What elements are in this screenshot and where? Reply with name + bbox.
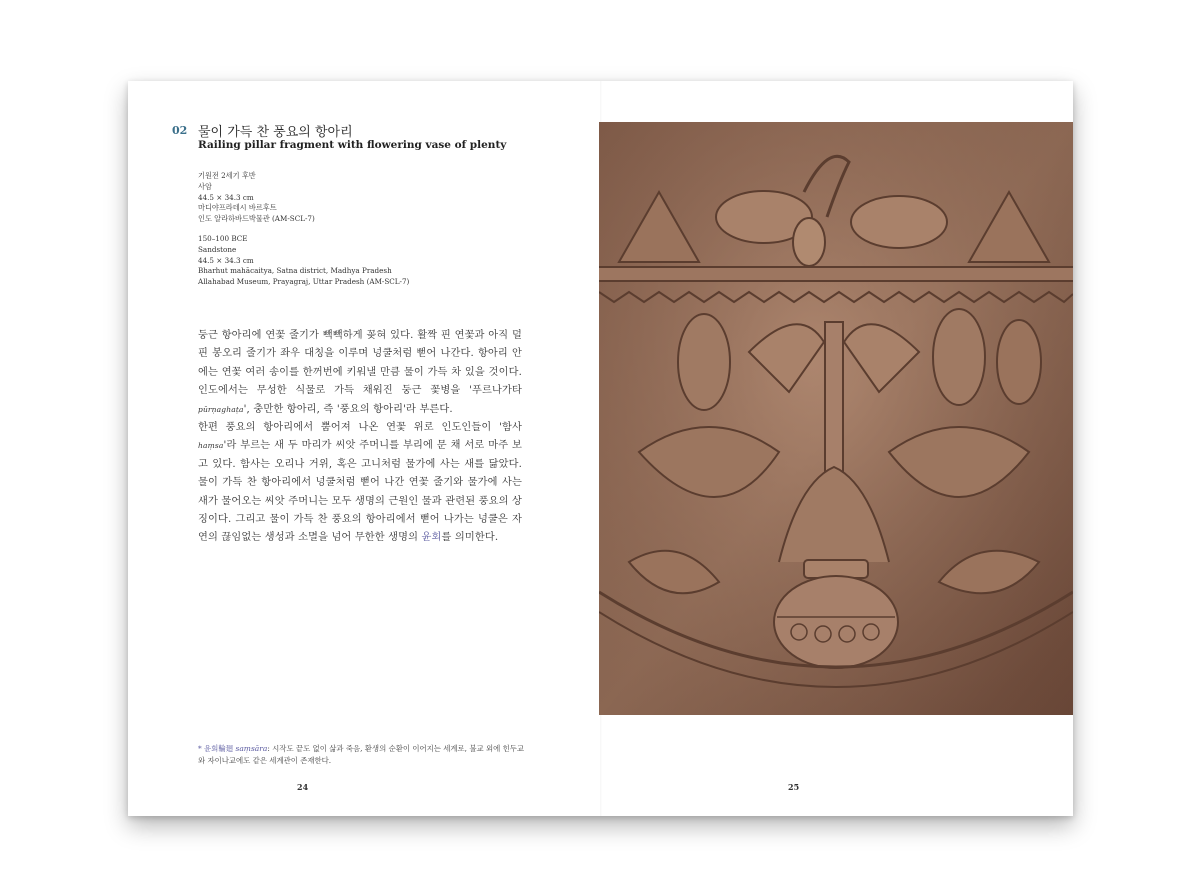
text-run: ', 충만한 항아리, 즉 '풍요의 항아리'라 부른다. <box>243 403 453 415</box>
book-spread <box>128 81 1073 816</box>
meta-ko-line: 44.5 × 34.3 cm <box>198 192 254 202</box>
meta-korean <box>198 171 315 225</box>
meta-ko-line: 기원전 2세기 후반 <box>198 171 256 180</box>
meta-en-line: Bharhut mahācaitya, Satna district, Madhya Pradesh <box>198 266 392 276</box>
meta-ko-line: 사암 <box>198 181 212 191</box>
meta-en-line: Allahabad Museum, Prayagraj, Uttar Pradesh (AM-SCL-7) <box>198 277 410 287</box>
page-number-right: 25 <box>788 782 800 792</box>
text-run: '라 부르는 새 두 마리가 씨앗 주머니를 부리에 문 채 서로 마주 보고 있다. 함사는 오리나 거위, 혹은 고니처럼 물가에 사는 새를 닮았다. 물이 가득 찬 항아리에서 넝쿨처럼 뻗어 나간 연꽃 줄기와 물가에 사는 새가 물어오는 씨앗 주머니는 모두 생명의 근원인 물과 관련된 풍요의 상징이다. 그리고 물이 가득 찬 풍요의 항아리에서 뻗어 나가는 넝쿨은 자연의 끊임없는 생성과 소멸을 넘어 무한한 생명의 <box>198 440 522 544</box>
italic-term: haṃsa <box>198 441 224 451</box>
text-run: 한편 풍요의 항아리에서 뿜어져 나온 연꽃 위로 인도인들이 '함사 <box>198 422 522 434</box>
footnote-term: * 윤회輪廻 <box>198 744 236 753</box>
paragraph-2 <box>198 419 522 548</box>
page-number-left: 24 <box>297 782 309 792</box>
italic-term: pūrṇaghaṭa <box>198 404 244 414</box>
text-run: 를 의미한다. <box>441 532 499 544</box>
footnote <box>198 743 528 768</box>
meta-en-line: Sandstone <box>198 244 237 254</box>
entry-number: 02 <box>172 124 188 137</box>
text-run: 둥근 항아리에 연꽃 줄기가 빽빽하게 꽂혀 있다. 활짝 핀 연꽃과 아직 덜 핀 봉오리 줄기가 좌우 대칭을 이루며 넝쿨처럼 뻗어 나간다. 항아리 안에는 연꽃 여러 송이를 한꺼번에 키워낼 만큼 물이 가득 차 있을 것이다. 인도에서는 무성한 식물로 가득 채워진 둥근 꽃병을 '푸르나가타 <box>198 330 522 397</box>
relief-photo <box>599 122 1073 715</box>
footnote-italic: saṃsāra <box>235 744 268 753</box>
title-korean: 물이 가득 찬 풍요의 항아리 <box>198 125 353 140</box>
body-text <box>198 327 522 548</box>
relief-image <box>599 122 1073 715</box>
highlighted-term: 윤회 <box>421 532 442 544</box>
meta-ko-line: 인도 알라하바드박물관 (AM-SCL-7) <box>198 214 315 224</box>
meta-english <box>198 234 409 288</box>
title-english: Railing pillar fragment with flowering vase of plenty <box>198 139 507 151</box>
paragraph-1 <box>198 327 522 419</box>
meta-en-line: 150–100 BCE <box>198 234 248 243</box>
meta-en-line: 44.5 × 34.3 cm <box>198 255 254 265</box>
meta-ko-line: 마디야프라데시 바르후트 <box>198 203 277 213</box>
footnote-text: : 시작도 끝도 없이 삶과 죽음, 환생의 순환이 이어지는 세계로, 불교 외에 힌두교와 자이나교에도 같은 세계관이 존재한다. <box>198 744 525 766</box>
